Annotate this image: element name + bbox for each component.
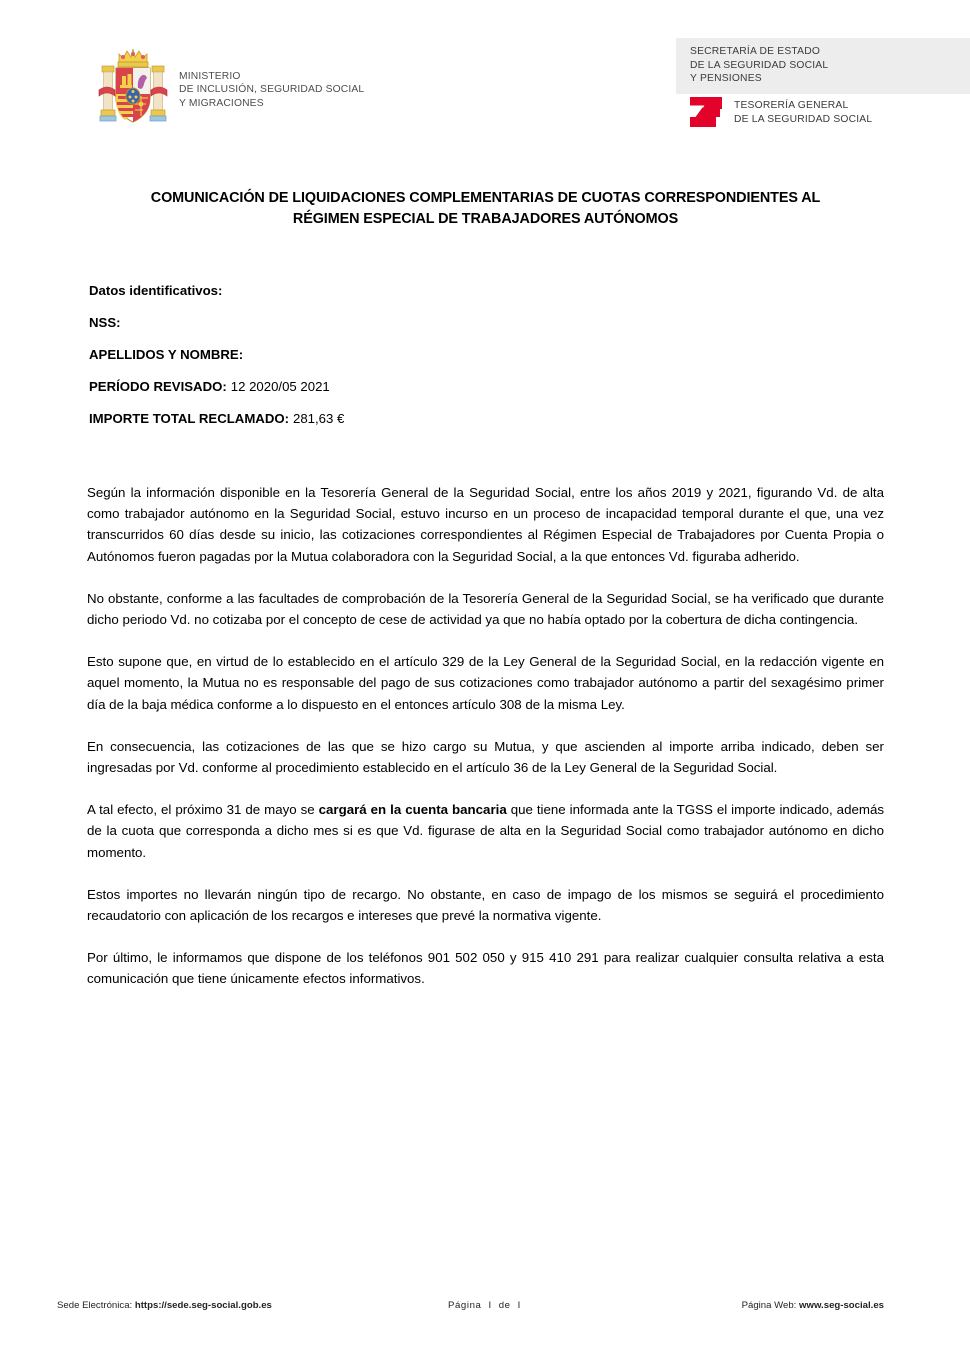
secretaria-line-3: Y PENSIONES (690, 73, 762, 85)
identification-heading (89, 283, 689, 299)
field-importe-total-reclamado (89, 411, 689, 427)
field-importe-total-reclamado-label: IMPORTE TOTAL RECLAMADO: (89, 411, 290, 426)
footer-sede-label: Sede Electrónica: (57, 1300, 133, 1311)
body-paragraph-5-part-1: A tal efecto, el próximo 31 de mayo se (87, 802, 319, 818)
document-header (0, 0, 970, 150)
secretaria-line-2: DE LA SEGURIDAD SOCIAL (690, 59, 829, 71)
body-paragraph-6: Estos importes no llevarán ningún tipo de recargo. No obstante, en caso de impago de los mismos se seguirá el procedimiento recaudatorio con aplicación de los recargos e intereses que prevé la normativa vigente. (87, 886, 884, 924)
footer-page-word: Página (448, 1300, 482, 1311)
field-periodo-revisado (89, 379, 689, 395)
body-paragraph-2: No obstante, conforme a las facultades de comprobación de la Tesorería General de la Seguridad Social, se ha verificado que durante dicho periodo Vd. no cotizaba por el concepto de cese de actividad ya que no había optado por la cobertura de dicha contingencia. (87, 590, 884, 628)
tgss-name (734, 99, 872, 126)
field-nss (89, 315, 689, 331)
ministry-name (179, 70, 364, 110)
document-body (87, 482, 884, 990)
document-title-line-2: RÉGIMEN ESPECIAL DE TRABAJADORES AUTÓNOMOS (292, 211, 679, 227)
body-paragraph-7: Por último, le informamos que dispone de los teléfonos 901 502 050 y 915 410 291 para realizar cualquier consulta relativa a esta comunicación que tiene únicamente efectos informativos. (87, 950, 884, 987)
body-paragraph-1: Según la información disponible en la Tesorería General de la Seguridad Social, entre los años 2019 y 2021, figurando Vd. de alta como trabajador autónomo en la Seguridad Social, estuvo incurso en un proceso de incapacidad temporal durante el que, una vez transcurridos 60 días desde su inicio, las cotizaciones correspondientes al Régimen Especial de Trabajadores por Cuenta Propia o Autónomos fueron pagadas por la Mutua colaboradora con la Seguridad Social, a la que entonces Vd. figuraba adherido. (87, 485, 884, 564)
body-paragraph-3: Esto supone que, en virtud de lo establecido en el artículo 329 de la Ley General de la Seguridad Social, en la redacción vigente en aquel momento, la Mutua no es responsable del pago de sus cotizaciones como trabajador autónomo a partir del sexagésimo primer día de la baja médica conforme a lo dispuesto en el entonces artículo 308 de la misma Ley. (87, 654, 884, 712)
footer-sede-url[interactable]: https://sede.seg-social.gob.es (134, 1300, 272, 1311)
footer-page-total: I (517, 1300, 521, 1311)
ministry-line-1: MINISTERIO (179, 71, 241, 82)
tgss-line-1: TESORERÍA GENERAL (734, 100, 849, 112)
identification-block (89, 283, 689, 443)
document-title (87, 188, 884, 230)
document-title-line-1: COMUNICACIÓN DE LIQUIDACIONES COMPLEMENTARIAS DE CUOTAS CORRESPONDIENTES AL (150, 190, 821, 206)
footer-sede-electronica (57, 1300, 272, 1311)
body-paragraph-5-emphasis: cargará en la cuenta bancaria (318, 802, 507, 818)
tgss-mark-icon (689, 96, 723, 128)
body-paragraph-5-part-2: que tiene informada ante la TGSS el importe indicado, además de la cuota que corresponda a dicho mes si es que Vd. figurase de alta en la Seguridad Social como trabajador autónomo en dicho momento. (87, 802, 884, 860)
field-apellidos-nombre (89, 347, 689, 363)
ministry-line-3: Y MIGRACIONES (179, 97, 264, 109)
footer-pagination (448, 1300, 521, 1311)
footer-page-current: I (488, 1300, 492, 1311)
field-apellidos-nombre-label: APELLIDOS Y NOMBRE: (89, 347, 244, 362)
footer-web-label: Página Web: (741, 1300, 797, 1311)
body-paragraph-4: En consecuencia, las cotizaciones de las que se hizo cargo su Mutua, y que ascienden al importe arriba indicado, deben ser ingresadas por Vd. conforme al procedimiento establecido en el artículo 36 de la Ley General de la Seguridad Social. (87, 738, 884, 776)
field-periodo-revisado-value: 12 2020/05 2021 (230, 379, 330, 394)
field-periodo-revisado-label: PERÍODO REVISADO: (89, 379, 227, 394)
identification-heading-label: Datos identificativos: (89, 283, 223, 298)
body-paragraph-5 (87, 799, 884, 863)
footer-page-of: de (498, 1300, 511, 1311)
spanish-coat-of-arms-icon (97, 40, 169, 136)
field-nss-label: NSS: (89, 315, 121, 330)
footer-pagina-web (742, 1300, 884, 1311)
footer-web-url[interactable]: www.seg-social.es (799, 1300, 884, 1311)
document-footer (0, 1300, 970, 1330)
field-importe-total-reclamado-value: 281,63 € (293, 411, 345, 426)
ministry-line-2: DE INCLUSIÓN, SEGURIDAD SOCIAL (179, 84, 365, 96)
secretaria-line-1: SECRETARÍA DE ESTADO (690, 46, 821, 57)
ministry-logo (97, 40, 364, 136)
secretaria-name (690, 45, 828, 86)
tgss-logo (689, 96, 872, 128)
tgss-line-2: DE LA SEGURIDAD SOCIAL (734, 114, 873, 125)
